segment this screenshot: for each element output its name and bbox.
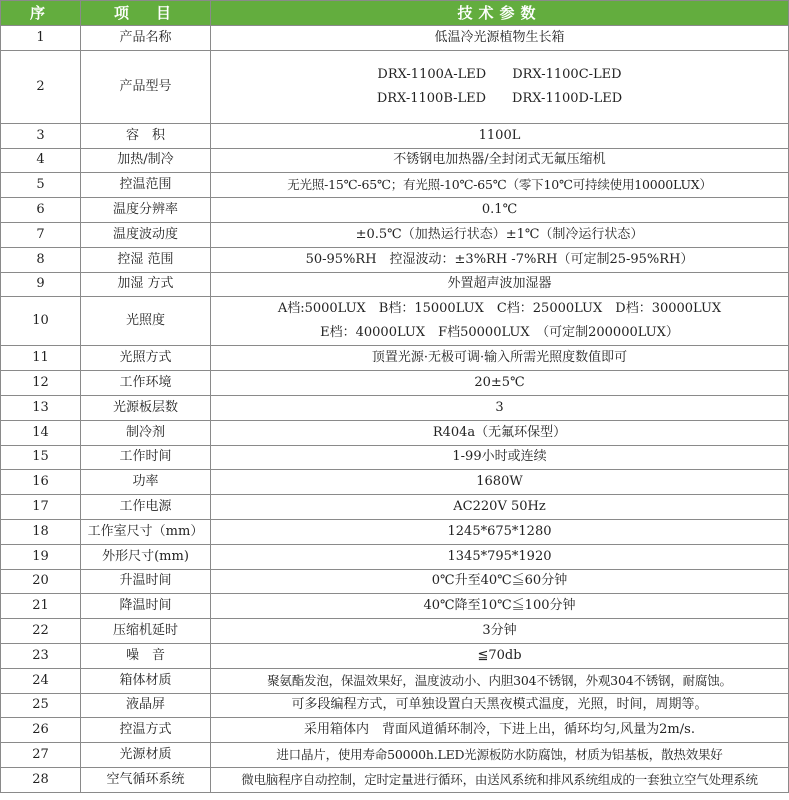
table-row — [1, 297, 789, 346]
row-index: 4 — [1, 148, 81, 173]
header-item: 项 目 — [81, 1, 211, 26]
row-item: 产品型号 — [81, 50, 211, 123]
row-value: 低温冷光源植物生长箱 — [211, 26, 789, 51]
row-item: 箱体材质 — [81, 668, 211, 693]
row-index: 24 — [1, 668, 81, 693]
row-item: 工作室尺寸（mm） — [81, 519, 211, 544]
row-value: 1-99小时或连续 — [211, 445, 789, 470]
row-value: 外置超声波加湿器 — [211, 272, 789, 297]
row-value: 40℃降至10℃≦100分钟 — [211, 594, 789, 619]
row-value — [211, 50, 789, 123]
header-params: 技术参数 — [211, 1, 789, 26]
row-index: 25 — [1, 693, 81, 718]
row-value: 进口晶片，使用寿命50000h.LED光源板防水防腐蚀，材质为铝基板，散热效果好 — [211, 743, 789, 768]
row-item: 工作电源 — [81, 495, 211, 520]
row-item: 工作环境 — [81, 371, 211, 396]
model-line: DRX-1100B-LED DRX-1100D-LED — [376, 90, 623, 106]
row-value: AC220V 50Hz — [211, 495, 789, 520]
row-index: 28 — [1, 767, 81, 792]
model-line: DRX-1100A-LED DRX-1100C-LED — [377, 66, 622, 82]
row-value: 1345*795*1920 — [211, 544, 789, 569]
table-row — [1, 519, 789, 544]
row-index: 22 — [1, 619, 81, 644]
table-row — [1, 767, 789, 792]
row-item: 温度分辨率 — [81, 198, 211, 223]
row-value: 无光照-15℃-65℃；有光照-10℃-65℃（零下10℃可持续使用10000LUX） — [211, 173, 789, 198]
table-row — [1, 668, 789, 693]
row-item: 产品名称 — [81, 26, 211, 51]
row-item: 降温时间 — [81, 594, 211, 619]
row-item: 空气循环系统 — [81, 767, 211, 792]
row-item: 控温方式 — [81, 718, 211, 743]
table-row — [1, 470, 789, 495]
table-row — [1, 173, 789, 198]
row-index: 23 — [1, 643, 81, 668]
row-index: 26 — [1, 718, 81, 743]
row-item: 液晶屏 — [81, 693, 211, 718]
row-item: 压缩机延时 — [81, 619, 211, 644]
table-row — [1, 693, 789, 718]
row-value: 0.1℃ — [211, 198, 789, 223]
row-item: 噪 音 — [81, 643, 211, 668]
row-value: 顶置光源·无极可调·输入所需光照度数值即可 — [211, 346, 789, 371]
table-row — [1, 123, 789, 148]
table-row — [1, 148, 789, 173]
header-row — [1, 1, 789, 26]
row-index: 19 — [1, 544, 81, 569]
row-item: 加热/制冷 — [81, 148, 211, 173]
row-index: 13 — [1, 395, 81, 420]
row-item: 控温范围 — [81, 173, 211, 198]
table-row — [1, 594, 789, 619]
row-index: 2 — [1, 50, 81, 123]
row-item: 光照度 — [81, 297, 211, 346]
table-row — [1, 619, 789, 644]
row-item: 外形尺寸(mm) — [81, 544, 211, 569]
row-item: 光源板层数 — [81, 395, 211, 420]
row-index: 20 — [1, 569, 81, 594]
row-item: 功率 — [81, 470, 211, 495]
row-value: 1100L — [211, 123, 789, 148]
row-value: 3 — [211, 395, 789, 420]
table-row — [1, 222, 789, 247]
row-index: 10 — [1, 297, 81, 346]
row-value: 50-95%RH 控湿波动：±3%RH -7%RH（可定制25-95%RH） — [211, 247, 789, 272]
row-value — [211, 297, 789, 346]
row-value: 采用箱体内 背面风道循环制冷，下进上出，循环均匀,风量为2m/s. — [211, 718, 789, 743]
row-value: 20±5℃ — [211, 371, 789, 396]
table-row — [1, 718, 789, 743]
table-row — [1, 247, 789, 272]
header-index: 序 — [1, 1, 81, 26]
row-value: 1680W — [211, 470, 789, 495]
table-row — [1, 544, 789, 569]
row-index: 16 — [1, 470, 81, 495]
row-item: 容 积 — [81, 123, 211, 148]
table-row — [1, 743, 789, 768]
row-index: 7 — [1, 222, 81, 247]
row-index: 8 — [1, 247, 81, 272]
table-row — [1, 495, 789, 520]
row-item: 控湿 范围 — [81, 247, 211, 272]
table-row — [1, 346, 789, 371]
row-value: R404a（无氟环保型） — [211, 420, 789, 445]
row-value: 不锈钢电加热器/全封闭式无氟压缩机 — [211, 148, 789, 173]
table-row — [1, 569, 789, 594]
table-row — [1, 643, 789, 668]
row-index: 11 — [1, 346, 81, 371]
row-index: 27 — [1, 743, 81, 768]
row-index: 17 — [1, 495, 81, 520]
row-item: 温度波动度 — [81, 222, 211, 247]
row-value: ≦70db — [211, 643, 789, 668]
row-index: 14 — [1, 420, 81, 445]
row-item: 升温时间 — [81, 569, 211, 594]
row-index: 5 — [1, 173, 81, 198]
table-row — [1, 395, 789, 420]
row-value: ±0.5℃（加热运行状态）±1℃（制冷运行状态） — [211, 222, 789, 247]
row-item: 加湿 方式 — [81, 272, 211, 297]
row-index: 12 — [1, 371, 81, 396]
row-value: 3分钟 — [211, 619, 789, 644]
row-value: 1245*675*1280 — [211, 519, 789, 544]
table-row — [1, 272, 789, 297]
row-item: 工作时间 — [81, 445, 211, 470]
table-row — [1, 198, 789, 223]
lux-line: A档:5000LUX B档：15000LUX C档：25000LUX D档：30000LUX — [277, 301, 722, 317]
row-index: 9 — [1, 272, 81, 297]
table-row — [1, 420, 789, 445]
row-index: 15 — [1, 445, 81, 470]
table-row — [1, 26, 789, 51]
table-row — [1, 50, 789, 123]
row-item: 光照方式 — [81, 346, 211, 371]
row-value: 微电脑程序自动控制，定时定量进行循环，由送风系统和排风系统组成的一套独立空气处理系统 — [211, 767, 789, 792]
row-index: 18 — [1, 519, 81, 544]
lux-line: E档：40000LUX F档50000LUX （可定制200000LUX） — [320, 325, 679, 341]
row-index: 3 — [1, 123, 81, 148]
table-row — [1, 445, 789, 470]
row-index: 1 — [1, 26, 81, 51]
row-item: 制冷剂 — [81, 420, 211, 445]
row-value: 聚氨酯发泡，保温效果好，温度波动小、内胆304不锈钢，外观304不锈钢，耐腐蚀。 — [211, 668, 789, 693]
row-index: 6 — [1, 198, 81, 223]
row-value: 可多段编程方式，可单独设置白天黑夜模式温度，光照，时间，周期等。 — [211, 693, 789, 718]
table-row — [1, 371, 789, 396]
row-item: 光源材质 — [81, 743, 211, 768]
row-index: 21 — [1, 594, 81, 619]
row-value: 0℃升至40℃≦60分钟 — [211, 569, 789, 594]
